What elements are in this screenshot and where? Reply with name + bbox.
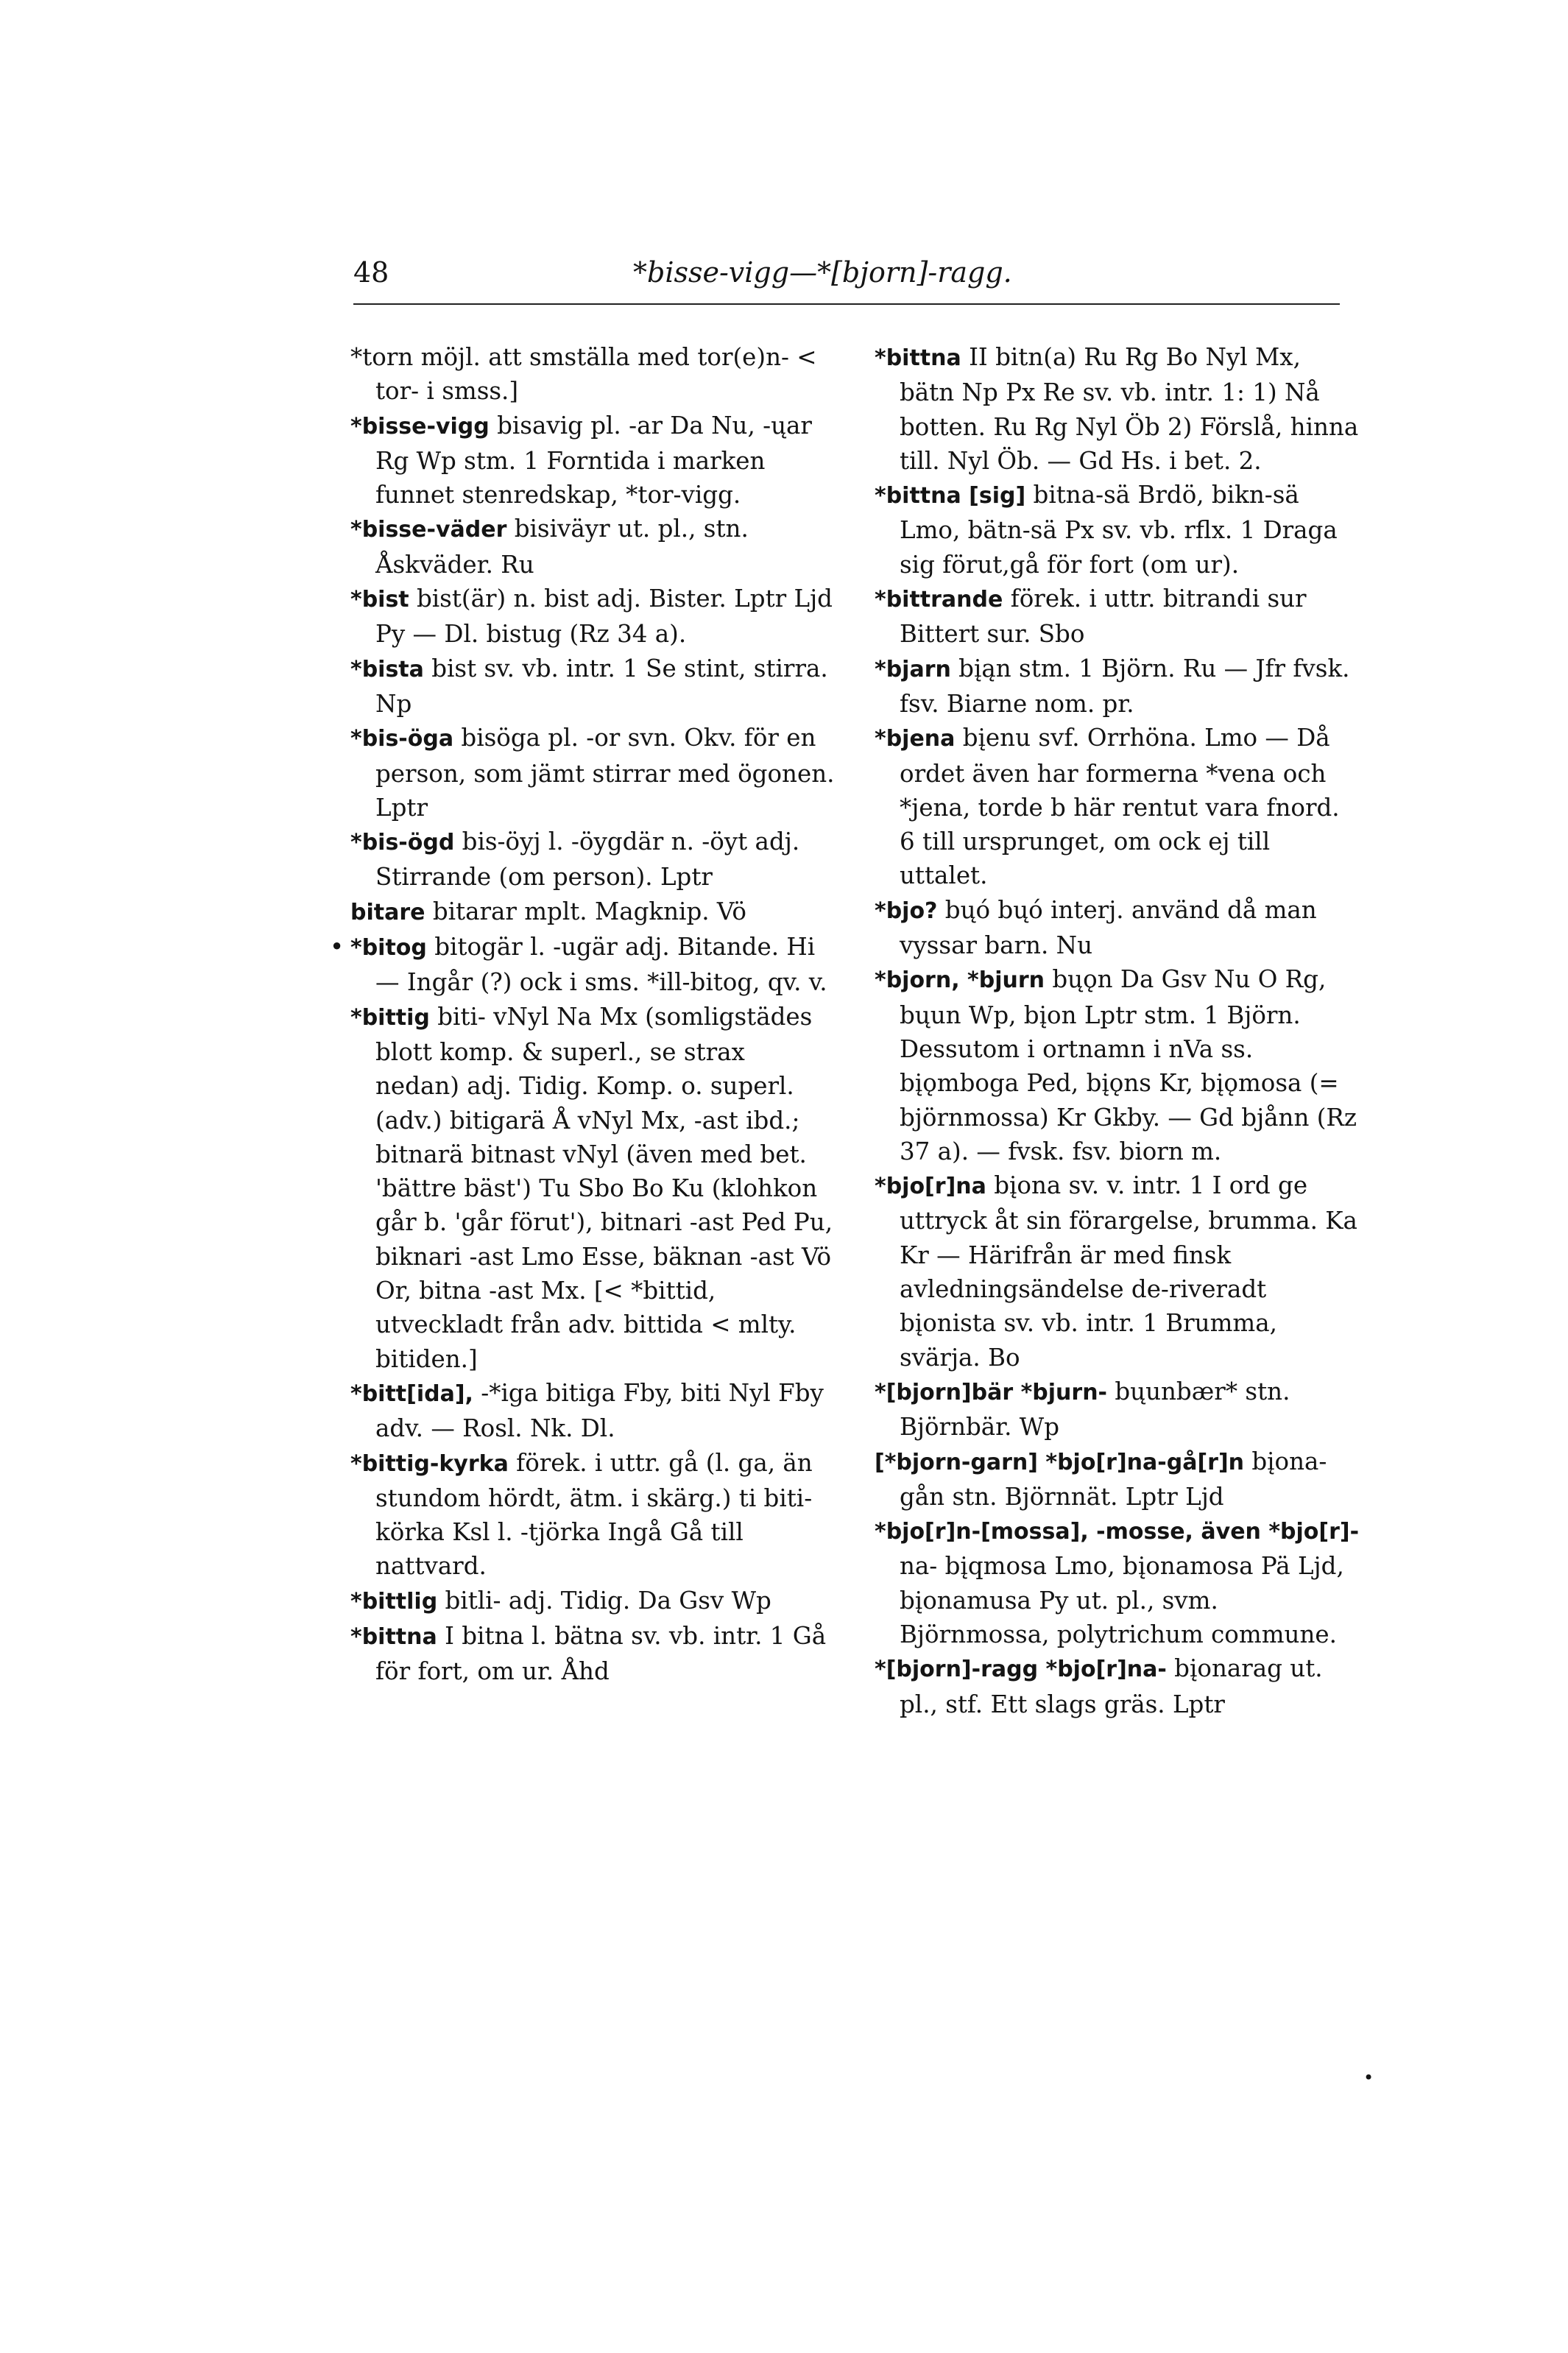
entry-headword: *bjo[r]n-[mossa], -mosse, även *bjo[r]-: [875, 1519, 1360, 1545]
entry-headword: *bjorn, *bjurn: [875, 967, 1045, 994]
dictionary-entry: [875, 893, 1360, 963]
entry-bullet: •: [330, 933, 345, 962]
entry-text: bįonarag ut. pl., stf. Ett slags gräs. Lptr: [900, 1654, 1323, 1718]
entry-headword: *bjena: [875, 726, 956, 752]
dictionary-entry: [875, 582, 1360, 652]
entry-headword: *bisse-vigg: [350, 413, 490, 440]
entry-headword: *bittig: [350, 1004, 430, 1031]
header-rule: [353, 303, 1340, 305]
dictionary-entry: [350, 409, 836, 512]
entry-headword: *bis-öga: [350, 726, 454, 752]
entry-text: bįona-gån stn. Björnnät. Lptr Ljd: [900, 1447, 1327, 1511]
entry-headword: *bitt[ida],: [350, 1380, 473, 1407]
dictionary-entry: [350, 512, 836, 582]
entry-text: bisavig pl. -ar Da Nu, -ųar Rg Wp stm. 1 Forntida i marken funnet stenredskap, *tor-vigg.: [375, 411, 812, 509]
left-column: [330, 340, 836, 1689]
entry-text: bįona sv. v. intr. 1 I ord ge uttryck åt sin förargelse, brumma. Ka Kr — Härifrån är med finsk avledningsändelse de-riveradt bįonista sv. vb. intr. 1 Brumma, svärja. Bo: [900, 1171, 1357, 1372]
dictionary-entry: [350, 1000, 836, 1376]
dictionary-entry: [875, 340, 1360, 478]
entry-text: -*iga bitiga Fby, biti Nyl Fby adv. — Rosl. Nk. Dl.: [375, 1378, 824, 1443]
entry-text: bųunbær* stn. Björnbär. Wp: [900, 1377, 1290, 1442]
dictionary-entry: [875, 1514, 1360, 1651]
entry-text: bist(är) n. bist adj. Bister. Lptr Ljd Py — Dl. bistug (Rz 34 a).: [375, 585, 833, 649]
entry-headword: *bjo[r]na: [875, 1174, 986, 1200]
dictionary-entry: [350, 340, 836, 409]
entry-text: bitli- adj. Tidig. Da Gsv Wp: [437, 1586, 771, 1615]
entry-text: na- bįqmosa Lmo, bįonamosa Pä Ljd, bįonamusa Py ut. pl., svm. Björnmossa, polytrichum commune.: [900, 1552, 1344, 1648]
dictionary-entry: [350, 652, 836, 722]
dictionary-entry: [350, 1584, 836, 1619]
dictionary-entry: [350, 721, 836, 825]
dictionary-entry: [875, 1375, 1360, 1444]
entry-headword: *bitog: [350, 935, 427, 962]
entry-text: biti- vNyl Na Mx (somligstädes blott komp. & superl., se strax nedan) adj. Tidig. Komp. o. superl. (adv.) bitigarä Å vNyl Mx, -ast ibd.; bitnarä bitnast vNyl (även med bet. 'bättre bäst') Tu Sbo Bo Ku (klohkon går b. 'går förut'), bitnari -ast Ped Pu, biknari -ast Lmo Esse, bäknan -ast Vö Or, bitna -ast Mx. [< *bittid, utveckladt från adv. bittida < mlty. bitiden.]: [375, 1002, 833, 1373]
dictionary-entry: [875, 1168, 1360, 1375]
dictionary-entry: [350, 895, 836, 930]
entry-text: bųó bųó interj. använd då man vyssar barn. Nu: [900, 895, 1317, 960]
dictionary-entry: [875, 721, 1360, 892]
entry-headword: *bist: [350, 587, 409, 613]
entry-text: bitogär l. -ugär adj. Bitande. Hi — Ingår (?) ock i sms. *ill-bitog, qv. v.: [375, 933, 827, 997]
entry-text: II bitn(a) Ru Rg Bo Nyl Mx, bätn Np Px Re sv. vb. intr. 1: 1) Nå botten. Ru Rg Nyl Öb 2) Förslå, hinna till. Nyl Öb. — Gd Hs. i bet. 2.: [900, 343, 1359, 475]
entry-text: förek. i uttr. bitrandi sur Bittert sur. Sbo: [900, 585, 1307, 649]
entry-text: bist sv. vb. intr. 1 Se stint, stirra. Np: [375, 654, 828, 718]
dictionary-entry: [350, 1376, 836, 1446]
page-header: [353, 256, 1340, 300]
page-number: 48: [353, 256, 389, 289]
entry-headword: *bittlig: [350, 1588, 438, 1615]
entry-headword: *bis-ögd: [350, 830, 455, 856]
entry-text: bisöga pl. -or svn. Okv. för en person, som jämt stirrar med ögonen. Lptr: [375, 724, 835, 822]
dictionary-entry: [350, 1446, 836, 1584]
entry-headword: *bittna: [875, 345, 961, 371]
dictionary-entry: [350, 582, 836, 652]
entry-text: bųǫn Da Gsv Nu O Rg, bųun Wp, bįon Lptr stm. 1 Björn. Dessutom i ortnamn i nVa ss. bįǫmboga Ped, bįǫns Kr, bįǫmosa (= björnmossa) Kr Gkby. — Gd bjånn (Rz 37 a). — fvsk. fsv. biorn m.: [900, 965, 1357, 1165]
entry-headword: *bittna: [350, 1623, 437, 1650]
dictionary-entry: [875, 478, 1360, 582]
entry-headword: *[bjorn]bär *bjurn-: [875, 1379, 1107, 1405]
entry-headword: *bittig-kyrka: [350, 1450, 509, 1477]
entry-headword: *bjo?: [875, 897, 938, 924]
entry-headword: *bjarn: [875, 656, 951, 682]
entry-text: bis-öyj l. -öygdär n. -öyt adj. Stirrande (om person). Lptr: [375, 828, 800, 892]
entry-text: bįenu svf. Orrhöna. Lmo — Då ordet även har formerna *vena och *jena, torde b här rentut vara fnord. 6 till ursprunget, om ock ej till uttalet.: [900, 724, 1340, 890]
dictionary-entry: [350, 1619, 836, 1689]
entry-headword: *bittna [sig]: [875, 483, 1026, 509]
dictionary-entry: [875, 1444, 1360, 1514]
entry-headword: *bisse-väder: [350, 517, 507, 543]
entry-headword: *bista: [350, 656, 424, 682]
entry-text: *torn möjl. att smställa med tor(e)n- < tor- i smss.]: [350, 343, 817, 406]
dictionary-entry: [330, 930, 836, 1000]
entry-headword: [*bjorn-garn] *bjo[r]na-gå[r]n: [875, 1449, 1245, 1475]
page-mark: •: [1363, 2067, 1374, 2088]
right-column: [875, 340, 1360, 1721]
entry-text: förek. i uttr. gå (l. ga, än stundom hördt, ätm. i skärg.) ti biti-körka Ksl l. -tjörka Ingå Gå till nattvard.: [375, 1448, 813, 1581]
entry-text: bįąn stm. 1 Björn. Ru — Jfr fvsk. fsv. Biarne nom. pr.: [900, 654, 1350, 718]
entry-text: I bitna l. bätna sv. vb. intr. 1 Gå för fort, om ur. Åhd: [375, 1621, 827, 1686]
entry-headword: *[bjorn]-ragg *bjo[r]na-: [875, 1657, 1167, 1683]
dictionary-entry: [875, 962, 1360, 1168]
dictionary-entry: [875, 1651, 1360, 1721]
entry-headword: bitare: [350, 899, 425, 925]
running-title: *bisse-vigg—*[bjorn]-ragg.: [633, 256, 1012, 289]
entry-headword: *bittrande: [875, 587, 1003, 613]
entry-text: bitna-sä Brdö, bikn-sä Lmo, bätn-sä Px sv. vb. rflx. 1 Draga sig förut,gå för fort (om ur).: [900, 481, 1338, 579]
dictionary-entry: [875, 652, 1360, 722]
entry-text: bitarar mplt. Magknip. Vö: [425, 897, 746, 925]
entry-text: bisiväyr ut. pl., stn. Åskväder. Ru: [375, 515, 749, 579]
dictionary-entry: [350, 825, 836, 895]
